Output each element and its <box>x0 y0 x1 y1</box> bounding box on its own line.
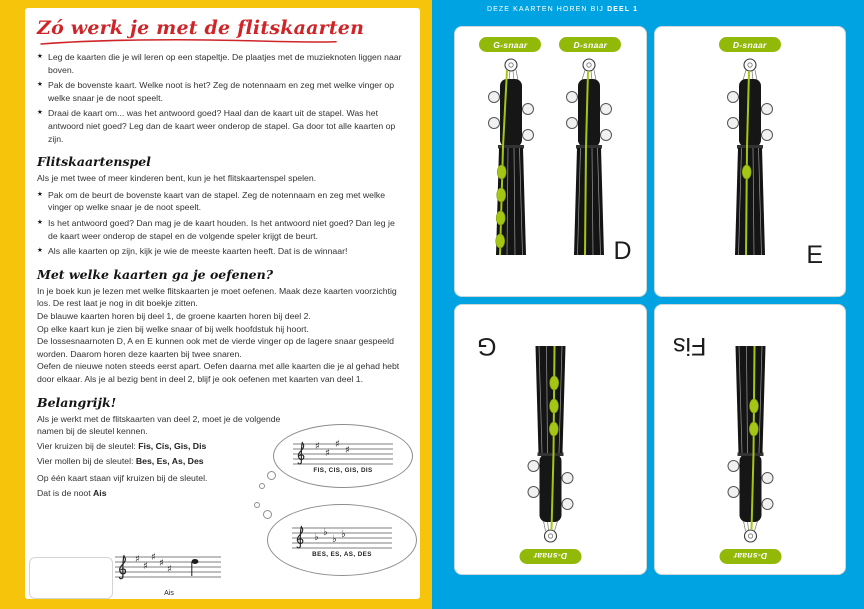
ais-line <box>37 487 289 500</box>
flashcard-fis <box>654 304 847 575</box>
thought-bubble-flats <box>267 504 417 576</box>
svg-text:♭: ♭ <box>341 528 346 540</box>
instruction-bullet <box>37 107 406 145</box>
string-badges <box>655 27 846 52</box>
instruction-bullet <box>37 245 406 258</box>
welke-kaarten-paragraphs <box>37 285 406 386</box>
svg-text:♯: ♯ <box>325 447 330 459</box>
violin-neck-d-string-icon <box>524 344 576 544</box>
string-badges <box>455 549 646 574</box>
star-bullet-icon: ★ <box>37 81 43 89</box>
flashcard-content <box>655 305 846 574</box>
ais-staff-label: Ais <box>164 590 174 597</box>
header-deel: DEEL 1 <box>607 6 639 13</box>
instructions-list <box>37 51 406 145</box>
bubble-cloud <box>267 504 417 576</box>
flats-prefix: Vier mollen bij de sleutel: <box>37 455 136 466</box>
left-content-panel <box>25 8 420 599</box>
neck-illustrations <box>455 57 646 257</box>
svg-text:♭: ♭ <box>323 526 328 538</box>
flats-line <box>37 455 289 468</box>
string-badge: D-snaar <box>559 37 621 52</box>
bullet-text: Leg de kaarten die je wil leren op een stapeltje. De plaatjes met de muzieknoten liggen naar boven. <box>48 51 402 75</box>
string-badge: D-snaar <box>719 37 781 52</box>
game-rules-list <box>37 189 406 258</box>
svg-text:♯: ♯ <box>159 558 164 569</box>
string-badge: G-snaar <box>479 37 541 52</box>
right-page <box>432 0 864 609</box>
star-bullet-icon: ★ <box>37 218 43 226</box>
svg-text:♭: ♭ <box>314 531 319 543</box>
string-badges <box>455 27 646 52</box>
star-bullet-icon: ★ <box>37 52 43 60</box>
flashcard-e <box>654 26 847 297</box>
violin-neck-g-string-icon <box>485 57 537 257</box>
bubble-label: BES, ES, AS, DES <box>312 550 372 558</box>
bullet-text: Draai de kaart om... was het antwoord goed? Haal dan de kaart uit de stapel. Was het antwoord niet goed? Leg dan de kaart weer onderop de stapel. Ga door tot alle kaarten op zijn. <box>48 108 396 144</box>
svg-text:♯: ♯ <box>315 440 320 452</box>
flashcard-g <box>454 304 647 575</box>
thought-bubble-sharps <box>273 424 413 488</box>
note-name: Fis <box>672 332 706 360</box>
title-underline-flourish <box>39 38 339 47</box>
page-title: Zó werk je met de flitskaarten <box>37 17 365 39</box>
paragraph: Oefen de nieuwe noten steeds eerst apart. Oefen daarna met alle kaarten die je al gehad hebt door elkaar. Als je al bezig bent in deel 2, blijf je ook oefenen met kaarten van deel 1. <box>37 361 400 385</box>
ais-staff <box>113 551 225 597</box>
bullet-text: Pak de bovenste kaart. Welke noot is het? Zeg de notennaam en zeg met welke vinger op welke snaar je de noot speelt. <box>48 80 395 103</box>
sharps-prefix: Vier kruizen bij de sleutel: <box>37 440 139 451</box>
five-sharps-line: Op één kaart staan vijf kruizen bij de sleutel. <box>37 473 208 484</box>
svg-text:♯: ♯ <box>151 552 156 563</box>
section-intro: Als je met twee of meer kinderen bent, kun je het flitskaartenspel spelen. <box>37 173 317 184</box>
section-heading-flitskaartenspel: Flitskaartenspel <box>37 154 151 170</box>
violin-neck-d-string-open-icon <box>563 57 615 257</box>
sharps-line <box>37 440 289 453</box>
thought-dot <box>254 502 260 508</box>
svg-text:♯: ♯ <box>345 444 350 456</box>
paragraph: De blauwe kaarten horen bij deel 1, de groene kaarten horen bij deel 2. <box>37 311 311 322</box>
paragraph: De lossesnaarnoten D, A en E kunnen ook met de vierde vinger op de lagere snaar gespeeld worden. Daarom horen deze kaarten bij twee snaren. <box>37 336 394 359</box>
flashcard-content <box>455 27 646 296</box>
note-head <box>192 559 199 564</box>
note-name: G <box>477 332 497 360</box>
note-name: E <box>806 241 823 269</box>
flashcard-content <box>455 305 646 574</box>
flashcard-content <box>655 27 846 296</box>
bubble-cloud <box>273 424 413 488</box>
star-bullet-icon: ★ <box>37 190 43 198</box>
neck-illustrations <box>455 344 646 544</box>
star-bullet-icon: ★ <box>37 247 43 255</box>
instruction-bullet <box>37 189 406 214</box>
flats-staff-illustration <box>290 523 394 553</box>
sharps-staff-illustration <box>291 439 395 469</box>
bullet-text: Pak om de beurt de bovenste kaart van de stapel. Zeg de notennaam en zeg met welke vinger op welke snaar je de noot speelt. <box>48 189 386 213</box>
note-name: D <box>613 237 632 265</box>
ais-staff-illustration <box>113 551 225 585</box>
bubble-label: FIS, CIS, GIS, DIS <box>313 466 373 474</box>
ais-name: Ais <box>93 487 107 498</box>
violin-neck-d-string-icon <box>724 344 776 544</box>
belangrijk-intro: Als je werkt met de flitskaarten van deel 2, moet je de volgende namen bij de sleutel kennen. <box>37 413 281 437</box>
flashcard-d <box>454 26 647 297</box>
svg-text:♯: ♯ <box>335 438 340 450</box>
ais-prefix: Dat is de noot <box>37 487 94 498</box>
right-page-header <box>487 6 638 13</box>
sharps-names: Fis, Cis, Gis, Dis <box>138 440 207 451</box>
treble-clef-icon <box>298 442 304 464</box>
string-badge: D-snaar <box>719 549 781 564</box>
neck-illustrations <box>655 57 846 257</box>
flashcards-grid <box>454 26 846 575</box>
bullet-text: Als alle kaarten op zijn, kijk je wie de meeste kaarten heeft. Dat is de winnaar! <box>48 246 348 257</box>
svg-text:♯: ♯ <box>135 554 140 565</box>
section-heading-welke-kaarten: Met welke kaarten ga je oefenen? <box>37 266 274 282</box>
instruction-bullet <box>37 51 406 76</box>
thought-dot <box>259 483 265 489</box>
svg-text:♭: ♭ <box>332 533 337 545</box>
flats-names: Bes, Es, As, Des <box>135 455 204 466</box>
thought-dot <box>267 471 276 480</box>
empty-frame <box>29 557 113 599</box>
instruction-bullet <box>37 217 406 242</box>
string-badge: D-snaar <box>519 549 581 564</box>
section-heading-belangrijk: Belangrijk! <box>37 394 117 410</box>
header-prefix: DEZE KAARTEN HOREN BIJ <box>487 6 608 13</box>
star-bullet-icon: ★ <box>37 109 43 117</box>
string-badges <box>655 549 846 574</box>
paragraph: Op elke kaart kun je zien bij welke snaar of bij welk hoofdstuk hij hoort. <box>37 323 309 334</box>
neck-illustrations <box>655 344 846 544</box>
violin-neck-d-string-icon <box>724 57 776 257</box>
instruction-bullet <box>37 79 406 104</box>
bullet-text: Is het antwoord goed? Dan mag je de kaart houden. Is het antwoord niet goed? Dan leg je de kaart weer onderop de stapel en de volgende speler krijgt de beurt. <box>48 217 395 241</box>
svg-text:♯: ♯ <box>167 564 172 575</box>
thought-dot <box>263 510 272 519</box>
treble-clef-icon <box>297 526 303 548</box>
svg-text:♯: ♯ <box>143 561 148 572</box>
paragraph: In je boek kun je lezen met welke flitskaarten je moet oefenen. Maak deze kaarten voorzichtig los. De rest laat je nog in dit boekje zitten. <box>37 285 397 309</box>
